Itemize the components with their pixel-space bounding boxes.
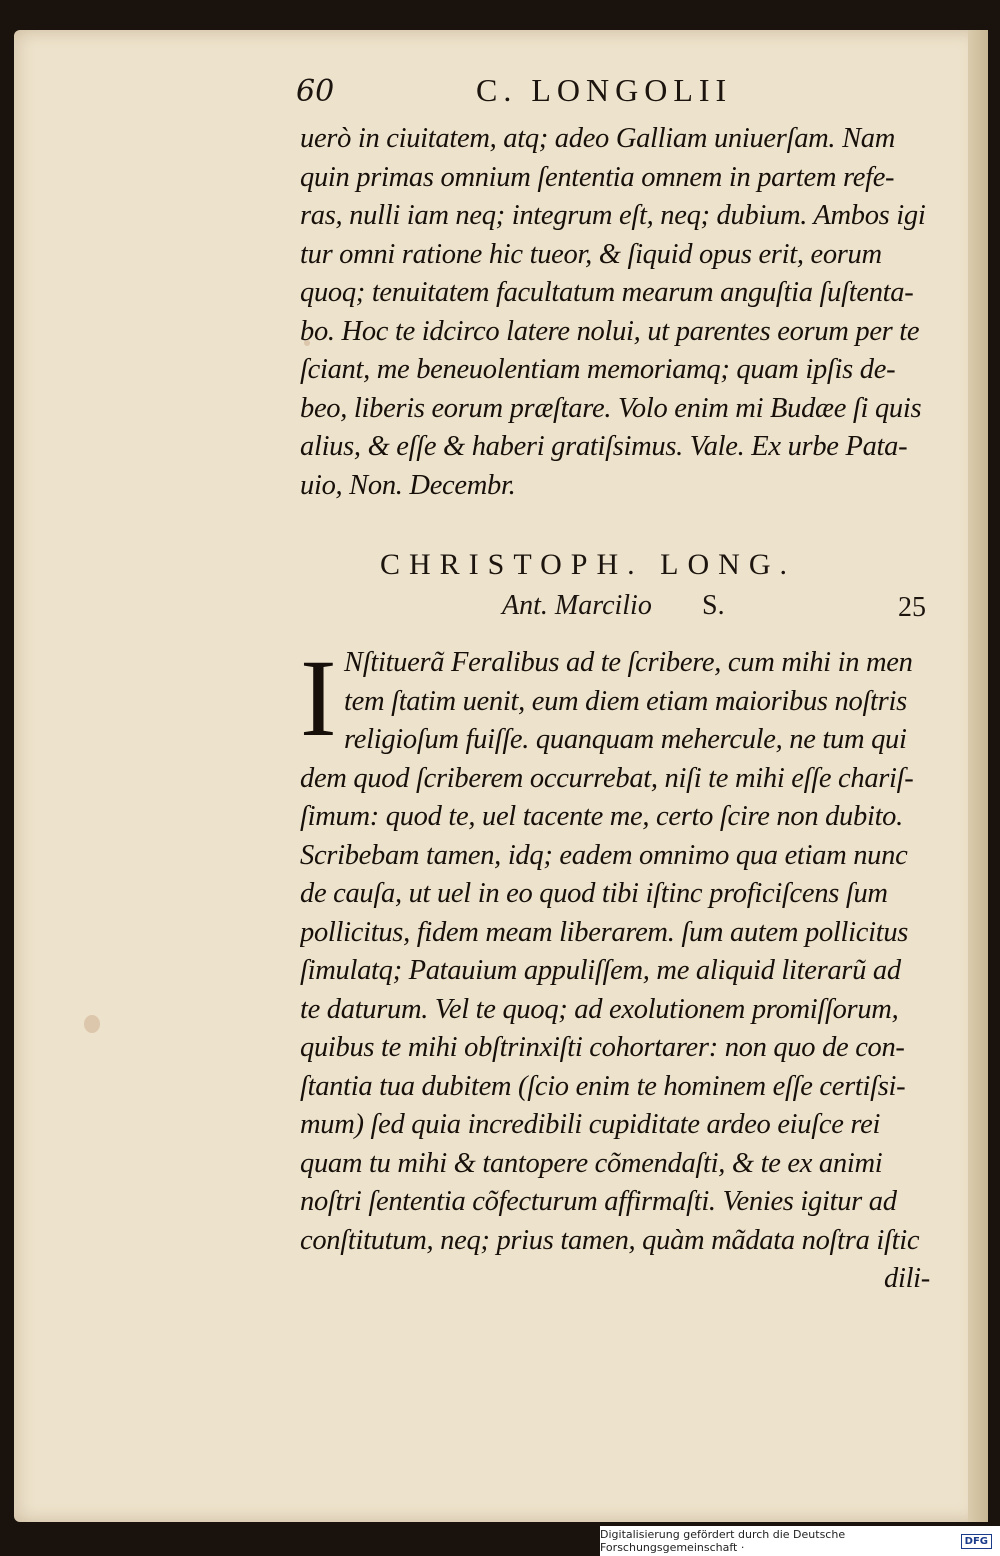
letter-salutation: S. — [702, 590, 725, 621]
page-number: 60 — [296, 74, 335, 109]
text-line: noſtri ſententia cõfecturum affirmaſti. Venies igitur ad — [300, 1186, 897, 1217]
text-line: mum) ſed quia incredibili cupiditate ardeo eiuſce rei — [300, 1109, 881, 1140]
digitization-footer — [600, 1526, 1000, 1556]
paper-stain — [84, 1015, 100, 1033]
text-line: beo, liberis eorum præſtare. Volo enim mi Budæe ſi quis — [300, 392, 922, 424]
text-line: te daturum. Vel te quoq; ad exolutionem promiſſorum, — [300, 993, 899, 1025]
dfg-logo: DFG — [961, 1534, 992, 1549]
text-line: alius, & eſſe & haberi gratiſsimus. Vale. Ex urbe Pata- — [300, 431, 908, 462]
text-line: tem ſtatim uenit, eum diem etiam maioribus noſtris — [344, 685, 907, 717]
letter-conclusion-text — [300, 120, 940, 505]
text-line: tur omni ratione hic tueor, & ſiquid opus erit, eorum — [300, 238, 882, 270]
text-line: ſimum: quod te, uel tacente me, certo ſcire non dubito. — [300, 801, 903, 832]
text-line: quam tu mihi & tantopere cõmendaſti, & te ex animi — [300, 1147, 883, 1179]
text-line: pollicitus, fidem meam liberarem. ſum autem pollicitus — [300, 916, 909, 948]
letter-body-text — [300, 637, 940, 1299]
text-line: quibus te mihi obſtrinxiſti cohortarer: non quo de con- — [300, 1032, 905, 1063]
page-edge — [968, 30, 988, 1522]
text-line: dem quod ſcriberem occurrebat, niſi te mihi eſſe chariſ- — [300, 762, 914, 794]
drop-capital: I — [300, 637, 337, 759]
text-line: de cauſa, ut uel in eo quod tibi iſtinc proficiſcens ſum — [300, 878, 888, 909]
text-line: Nſtituerã Feralibus ad te ſcribere, cum mihi in men — [344, 647, 913, 678]
text-line: ras, nulli iam neq; integrum eſt, neq; dubium. Ambos igi — [300, 200, 926, 231]
text-line: ſtantia tua dubitem (ſcio enim te hominem eſſe certiſsi- — [300, 1070, 906, 1102]
text-line: uio, Non. Decembr. — [300, 469, 516, 501]
text-line: Scribebam tamen, idq; eadem omnimo qua etiam nunc — [300, 839, 908, 871]
text-line: ſimulatq; Patauium appuliſſem, me aliquid literarũ ad — [300, 955, 901, 986]
text-line: religioſum fuiſſe. quanquam mehercule, ne tum qui — [344, 724, 907, 755]
text-line: bo. Hoc te idcirco latere nolui, ut parentes eorum per te — [300, 315, 920, 347]
running-head — [296, 72, 946, 112]
text-line: quin primas omnium ſententia omnem in partem refe- — [300, 161, 895, 193]
catchword: dili- — [884, 1263, 930, 1294]
text-line: ſciant, me beneuolentiam memoriamq; quam ipſis de- — [300, 354, 896, 385]
text-line: conſtitutum, neq; prius tamen, quàm mãdata noſtra iſtic — [300, 1224, 920, 1256]
text-line: quoq; tenuitatem facultatum mearum anguſtia ſuſtenta- — [300, 277, 914, 308]
running-title: C. LONGOLII — [476, 72, 733, 108]
letter-number: 25 — [898, 592, 926, 623]
footer-credit: Digitalisierung gefördert durch die Deutsche Forschungsgemeinschaft · — [600, 1528, 846, 1554]
letter-addressee: Ant. Marcilio — [502, 590, 652, 621]
letter-heading: CHRISTOPH. LONG. — [380, 548, 796, 581]
text-line: uerò in ciuitatem, atq; adeo Galliam uniuerſam. Nam — [300, 123, 896, 154]
